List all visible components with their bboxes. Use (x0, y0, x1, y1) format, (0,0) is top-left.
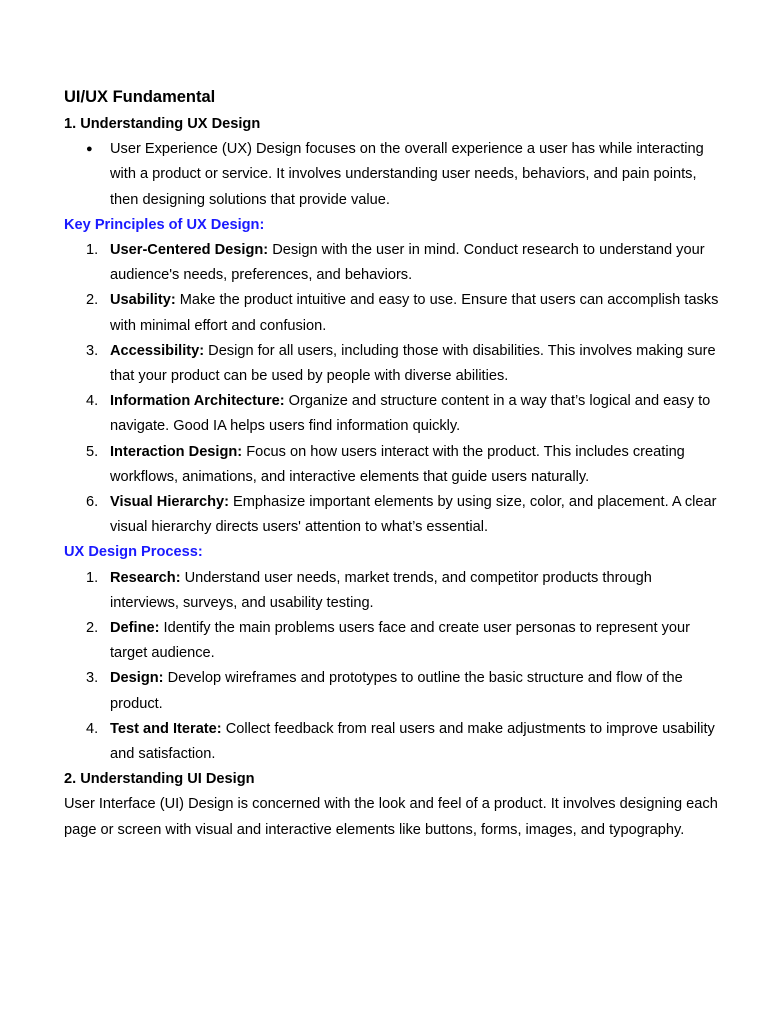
key-principles-list (64, 238, 724, 540)
section-heading-ux: 1. Understanding UX Design (64, 116, 261, 132)
ui-design-paragraph: User Interface (UI) Design is concerned with the look and feel of a product. It involves designing each page or screen with visual and interactive elements like buttons, forms, images, and typography. (64, 796, 718, 838)
list-number: 3. (86, 670, 99, 687)
list-item-text: Develop wireframes and prototypes to outline the basic structure and flow of the product. (110, 670, 683, 712)
section-heading-ui: 2. Understanding UI Design (64, 771, 255, 788)
list-number: 1. (86, 569, 99, 586)
list-item-term: Accessibility: (110, 342, 205, 359)
list-item-text: Identify the main problems users face and create user personas to represent your target audience. (110, 620, 690, 662)
principle-item (64, 490, 724, 540)
key-principles-heading: Key Principles of UX Design: (64, 216, 265, 233)
process-step-item (64, 566, 724, 616)
list-number: 4. (86, 393, 99, 410)
list-item-text: Understand user needs, market trends, and competitor products through interviews, surveys, and usability testing. (110, 569, 652, 611)
ux-intro-bullet: ● User Experience (UX) Design focuses on the overall experience a user has while interacting with a product or service. It involves understanding user needs, behaviors, and pain points, then designing solutions that provide value. (64, 137, 724, 213)
ux-intro-bullet-list (64, 137, 724, 213)
process-step-item (64, 666, 724, 716)
list-item-term: Design: (110, 670, 164, 687)
list-item-text: Organize and structure content in a way that’s logical and easy to navigate. Good IA helps users find information quickly. (110, 393, 711, 435)
list-number: 5. (86, 443, 99, 460)
document-page (64, 84, 724, 843)
document-title: UI/UX Fundamental (64, 88, 216, 106)
list-item-term: Usability: (110, 292, 176, 309)
list-item-term: Research: (110, 569, 181, 586)
process-step-item (64, 717, 724, 767)
list-number: 3. (86, 342, 99, 359)
list-number: 2. (86, 292, 99, 309)
list-item-text: Focus on how users interact with the product. This includes creating workflows, animations, and interactive elements that guide users naturally. (110, 443, 685, 485)
list-item-term: Test and Iterate: (110, 720, 222, 737)
list-item-term: User-Centered Design: (110, 242, 269, 259)
ux-process-list (64, 566, 724, 768)
list-item-term: Interaction Design: (110, 443, 243, 460)
process-step-item (64, 616, 724, 666)
principle-item (64, 339, 724, 389)
principle-item (64, 238, 724, 288)
list-item-text: Make the product intuitive and easy to use. Ensure that users can accomplish tasks with minimal effort and confusion. (110, 292, 719, 334)
list-item-text: Design for all users, including those with disabilities. This involves making sure that your product can be used by people with diverse abilities. (110, 342, 716, 385)
list-item-term: Visual Hierarchy: (110, 494, 229, 511)
list-number: 6. (86, 494, 99, 511)
principle-item (64, 440, 724, 490)
list-item-text: Design with the user in mind. Conduct research to understand your audience's needs, preferences, and behaviors. (110, 242, 705, 284)
principle-item (64, 389, 724, 439)
list-number: 2. (86, 620, 99, 637)
list-item-term: Information Architecture: (110, 393, 285, 410)
principle-item (64, 288, 724, 338)
list-item-text: Collect feedback from real users and make adjustments to improve usability and satisfaction. (110, 720, 715, 763)
ux-process-heading: UX Design Process: (64, 544, 203, 561)
list-item-term: Define: (110, 620, 160, 637)
list-number: 4. (86, 720, 99, 737)
list-item-text: Emphasize important elements by using size, color, and placement. A clear visual hierarchy directs users' attention to what’s essential. (110, 494, 717, 536)
list-number: 1. (86, 242, 99, 259)
